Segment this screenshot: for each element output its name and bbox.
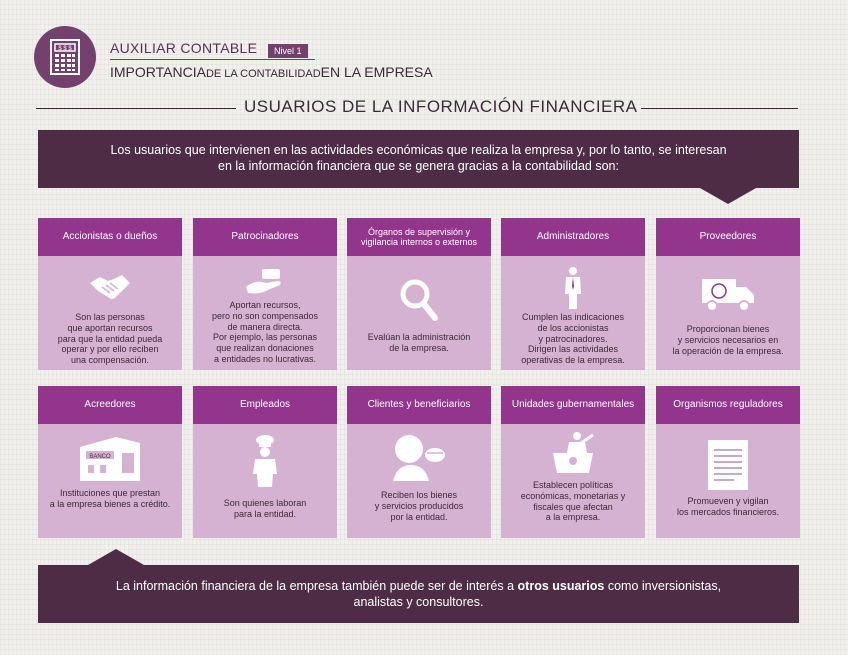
card-description: Reciben los bienes y servicios producidos por la entidad. (374, 490, 464, 522)
section-title: USUARIOS DE LA INFORMACIÓN FINANCIERA (244, 97, 638, 116)
svg-text:$ $ $: $ $ $ (58, 46, 72, 52)
unit-title-b: DE LA CONTABILIDAD (205, 68, 321, 80)
card-description: Aportan recursos, pero no son compensados de manera directa. Por ejemplo, las personas que realizan donaciones a entidades no lucrativas. (211, 300, 319, 364)
section-line-left (36, 108, 236, 109)
card-organos (347, 218, 491, 370)
chef-worker-icon (193, 432, 337, 490)
card-description: Proporcionan bienes y servicios necesarios en la operación de la empresa. (672, 324, 784, 356)
intro-pointer (700, 188, 756, 204)
unit-title-a: IMPORTANCIA (110, 64, 206, 80)
card-title: Patrocinadores (193, 218, 337, 256)
level-badge: Nivel 1 (268, 44, 308, 58)
outro-line1-end: como inversionistas, (607, 578, 722, 593)
card-patrocinadores (193, 218, 337, 370)
card-description: Promueven y vigilan los mercados financieros. (676, 496, 780, 517)
card-acreedores (38, 386, 182, 538)
outro-banner (38, 565, 799, 623)
section-heading (36, 97, 798, 119)
magnifier-icon (347, 276, 491, 324)
card-description: Establecen políticas económicas, monetarias y fiscales que afectan a la empresa. (520, 480, 626, 523)
card-description: Evalúan la administración de la empresa. (367, 332, 471, 353)
card-title: Órganos de supervisión y vigilancia internos o externos (347, 218, 491, 256)
intro-banner (38, 130, 799, 188)
bank-sign: BANCO (89, 454, 111, 460)
card-title: Empleados (193, 386, 337, 424)
outro-text (116, 578, 721, 611)
card-title: Administradores (501, 218, 645, 256)
outro-line2: analistas y consultores. (353, 595, 484, 609)
section-line-right (641, 108, 798, 109)
card-accionistas (38, 218, 182, 370)
outro-line1: La información financiera de la empresa también puede ser de interés a (115, 578, 515, 593)
outro-pointer (88, 549, 144, 565)
government-podium-icon (501, 430, 645, 476)
bank-building-icon (38, 432, 182, 484)
businessman-icon (501, 264, 645, 312)
delivery-truck-icon (656, 270, 800, 318)
outro-emphasis: otros usuarios (517, 578, 605, 593)
giving-hand-icon (193, 264, 337, 300)
calculator-logo (34, 26, 96, 88)
handshake-icon (38, 264, 182, 312)
card-description: Son quienes laboran para la entidad. (223, 498, 307, 519)
course-title: AUXILIAR CONTABLE (110, 40, 258, 56)
card-description: Instituciones que prestan a la empresa bienes a crédito. (49, 488, 171, 509)
card-title: Acreedores (38, 386, 182, 424)
card-clientes (347, 386, 491, 538)
unit-title-c: EN LA EMPRESA (320, 64, 433, 80)
card-title: Accionistas o dueños (38, 218, 182, 256)
intro-text: Los usuarios que intervienen en las actividades económicas que realiza la empresa y, por lo tanto, se interesan en la información financiera que se genera gracias a la contabilidad son: (110, 143, 727, 173)
card-administradores (501, 218, 645, 370)
card-title: Proveedores (656, 218, 800, 256)
card-title: Unidades gubernamentales (501, 386, 645, 424)
card-proveedores (656, 218, 800, 370)
card-description: Son las personas que aportan recursos para que la entidad pueda operar y por ello reciben una compensación. (57, 312, 163, 366)
customer-eating-icon (347, 432, 491, 484)
card-empleados (193, 386, 337, 538)
unit-title (110, 64, 433, 80)
calculator-icon (50, 39, 80, 75)
card-reguladores (656, 386, 800, 538)
card-title: Organismos reguladores (656, 386, 800, 424)
card-gubernamentales (501, 386, 645, 538)
document-icon (656, 438, 800, 492)
header-divider (110, 59, 315, 60)
card-title: Clientes y beneficiarios (347, 386, 491, 424)
card-description: Cumplen las indicaciones de los accionistas y patrocinadores. Dirigen las actividades operativas de la empresa. (521, 312, 625, 366)
